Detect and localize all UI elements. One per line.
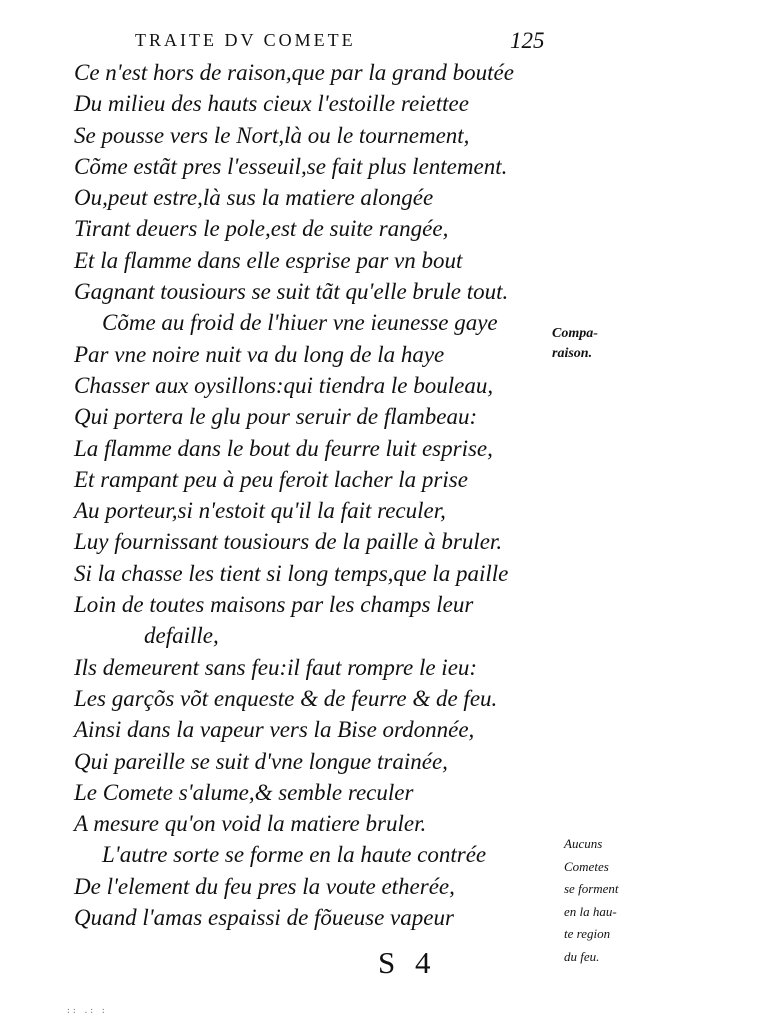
signature-mark: S 4 bbox=[378, 945, 437, 980]
verse-line: La flamme dans le bout du feurre luit esprise, bbox=[74, 435, 493, 461]
verse-line: Loin de toutes maisons par les champs leur bbox=[74, 592, 474, 618]
verse-line: Luy fournissant tousiours de la paille à bruler. bbox=[74, 529, 503, 555]
verse-line: Et la flamme dans elle esprise par vn bout bbox=[74, 247, 463, 273]
verse-line: Ainsi dans la vapeur vers la Bise ordonnée, bbox=[74, 717, 475, 743]
verse-block bbox=[74, 57, 554, 933]
verse-line: Et rampant peu à peu feroit lacher la prise bbox=[74, 466, 468, 492]
verse-line: Chasser aux oysillons:qui tiendra le bouleau, bbox=[74, 372, 494, 398]
verse-line: Qui portera le glu pour seruir de flambeau: bbox=[74, 404, 478, 430]
verse-line: Ce n'est hors de raison,que par la grand boutée bbox=[74, 60, 514, 85]
verse-line: Par vne noire nuit va du long de la haye bbox=[74, 341, 445, 367]
verse-line: Les garçõs võt enqueste & de feurre & de feu. bbox=[74, 685, 498, 711]
verse-line: Si la chasse les tient si long temps,que la paille bbox=[74, 560, 509, 586]
verse-line: Qui pareille se suit d'vne longue trainée, bbox=[74, 748, 448, 774]
marginal-note-comparaison bbox=[552, 324, 598, 364]
verse-line: Gagnant tousiours se suit tãt qu'elle brule tout. bbox=[74, 279, 509, 305]
verse-line: L'autre sorte se forme en la haute contrée bbox=[102, 842, 487, 868]
verse-line: Se pousse vers le Nort,là ou le tournement, bbox=[74, 122, 470, 148]
verse-line: Du milieu des hauts cieux l'estoille reiettee bbox=[74, 91, 469, 117]
verse-line: Ils demeurent sans feu:il faut rompre le ieu: bbox=[74, 654, 478, 680]
marginal-note-line: du feu. bbox=[564, 948, 600, 964]
verse-line: Quand l'amas espaissi de fõueuse vapeur bbox=[74, 905, 454, 931]
marginal-note-comets bbox=[564, 833, 619, 968]
marginal-note-line: Aucuns bbox=[564, 836, 603, 851]
verse-line: Au porteur,si n'estoit qu'il la fait reculer, bbox=[74, 498, 446, 524]
marginal-note-line: te region bbox=[564, 926, 611, 941]
page-number: 125 bbox=[510, 28, 545, 53]
verse-line: Tirant deuers le pole,est de suite rangée, bbox=[74, 216, 449, 242]
verse-line: A mesure qu'on void la matiere bruler. bbox=[74, 811, 427, 837]
verse-line: Ou,peut estre,là sus la matiere alongée bbox=[74, 185, 434, 211]
verse-line-continuation: defaille, bbox=[144, 623, 219, 649]
marginal-note-line: raison. bbox=[552, 346, 593, 361]
marginal-note-line: Compa- bbox=[552, 326, 598, 341]
edge-specks: :: .: : bbox=[66, 1006, 107, 1015]
marginal-note-line: Cometes bbox=[564, 858, 609, 874]
running-title: TRAITE DV COMETE bbox=[135, 30, 356, 50]
verse-line: Le Comete s'alume,& semble reculer bbox=[74, 779, 414, 805]
marginal-note-line: en la hau- bbox=[564, 903, 617, 919]
verse-line: Cõme estãt pres l'esseuil,se fait plus lentement. bbox=[74, 153, 508, 179]
verse-line: Cõme au froid de l'hiuer vne ieunesse gaye bbox=[102, 310, 498, 336]
verse-line: De l'element du feu pres la voute etherée, bbox=[74, 873, 455, 899]
marginal-note-line: se forment bbox=[564, 881, 619, 896]
